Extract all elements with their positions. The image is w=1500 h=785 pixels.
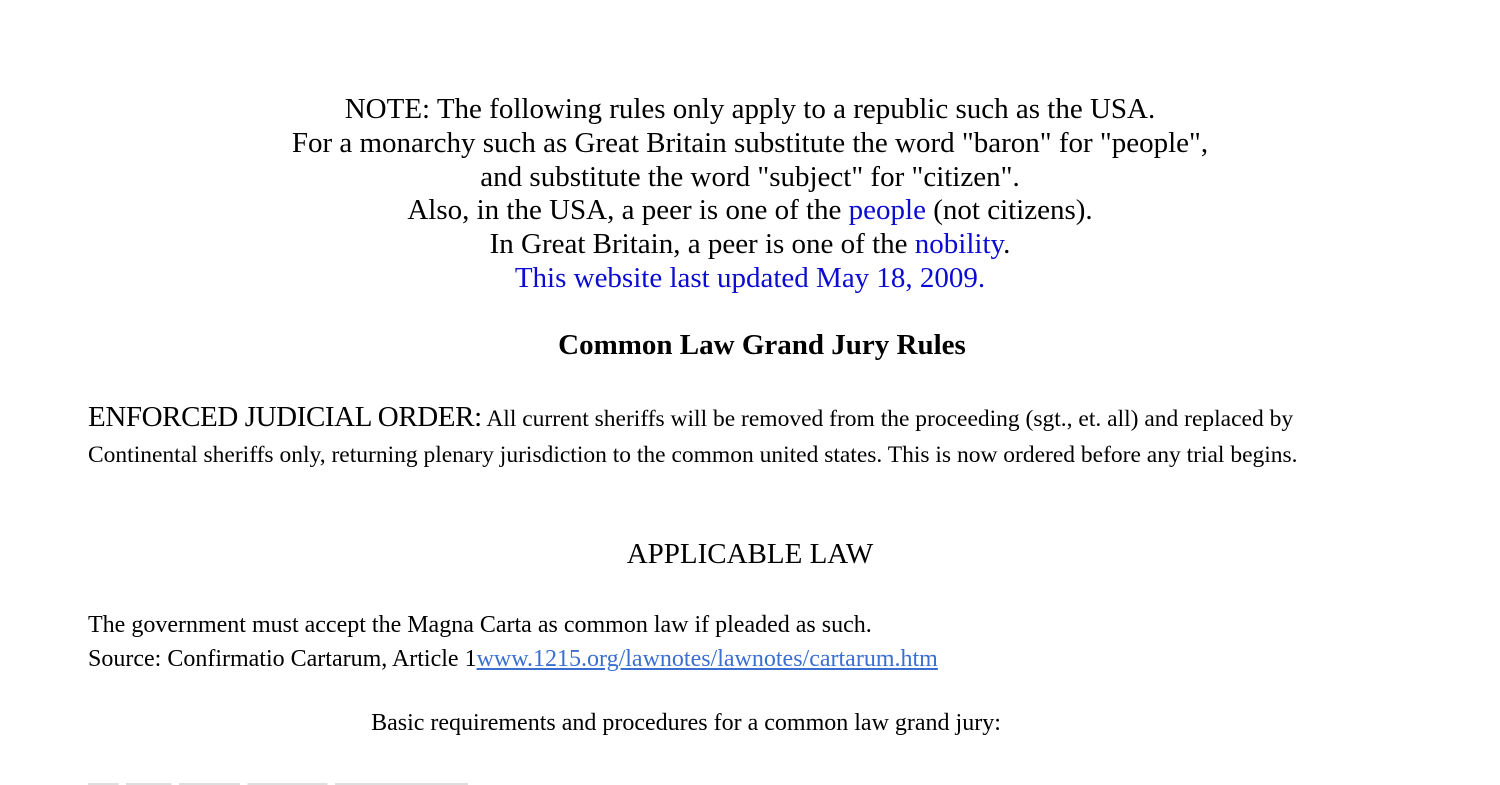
note-block [0,93,1500,296]
order-lead: ENFORCED JUDICIAL ORDER: [88,401,482,433]
note-line-2: For a monarchy such as Great Britain substitute the word "baron" for "people", [291,126,1209,159]
source-line [88,642,938,676]
cutoff-text-line [88,775,488,785]
magna-carta-paragraph [88,608,938,676]
note-line-3: and substitute the word "subject" for "citizen". [480,160,1020,193]
people-link[interactable]: people [848,194,926,227]
nobility-link[interactable]: nobility [914,228,1004,261]
enforced-order-paragraph [88,400,1428,473]
note-line-4-text-before: Also, in the USA, a peer is one of the [407,194,849,227]
applicable-law-heading: APPLICABLE LAW [626,538,874,570]
source-label: Source: Confirmatio Cartarum, Article 1 [88,646,477,672]
note-line-4-text-after: (not citizens). [925,194,1093,227]
order-text-2: Continental sheriffs only, returning plenary jurisdiction to the common united states. This is now ordered before any trial begins. [88,441,1298,468]
cartarum-url-link[interactable]: www.1215.org/lawnotes/lawnotes/cartarum.htm [476,646,938,672]
magna-line-1: The government must accept the Magna Carta as common law if pleaded as such. [88,612,872,638]
note-line-5 [0,228,1500,262]
order-text-1: All current sheriffs will be removed from the proceeding (sgt., et. all) and replaced by [481,406,1294,432]
basic-requirements-heading: Basic requirements and procedures for a common law grand jury: [371,710,1001,736]
note-line-5-text-after: . [1003,228,1011,261]
note-line-5-text-before: In Great Britain, a peer is one of the [489,228,915,261]
page-title: Common Law Grand Jury Rules [558,329,966,361]
note-line-4 [0,194,1500,228]
note-line-1: NOTE: The following rules only apply to a republic such as the USA. [344,93,1156,125]
last-updated-link[interactable]: This website last updated May 18, 2009. [514,261,986,294]
